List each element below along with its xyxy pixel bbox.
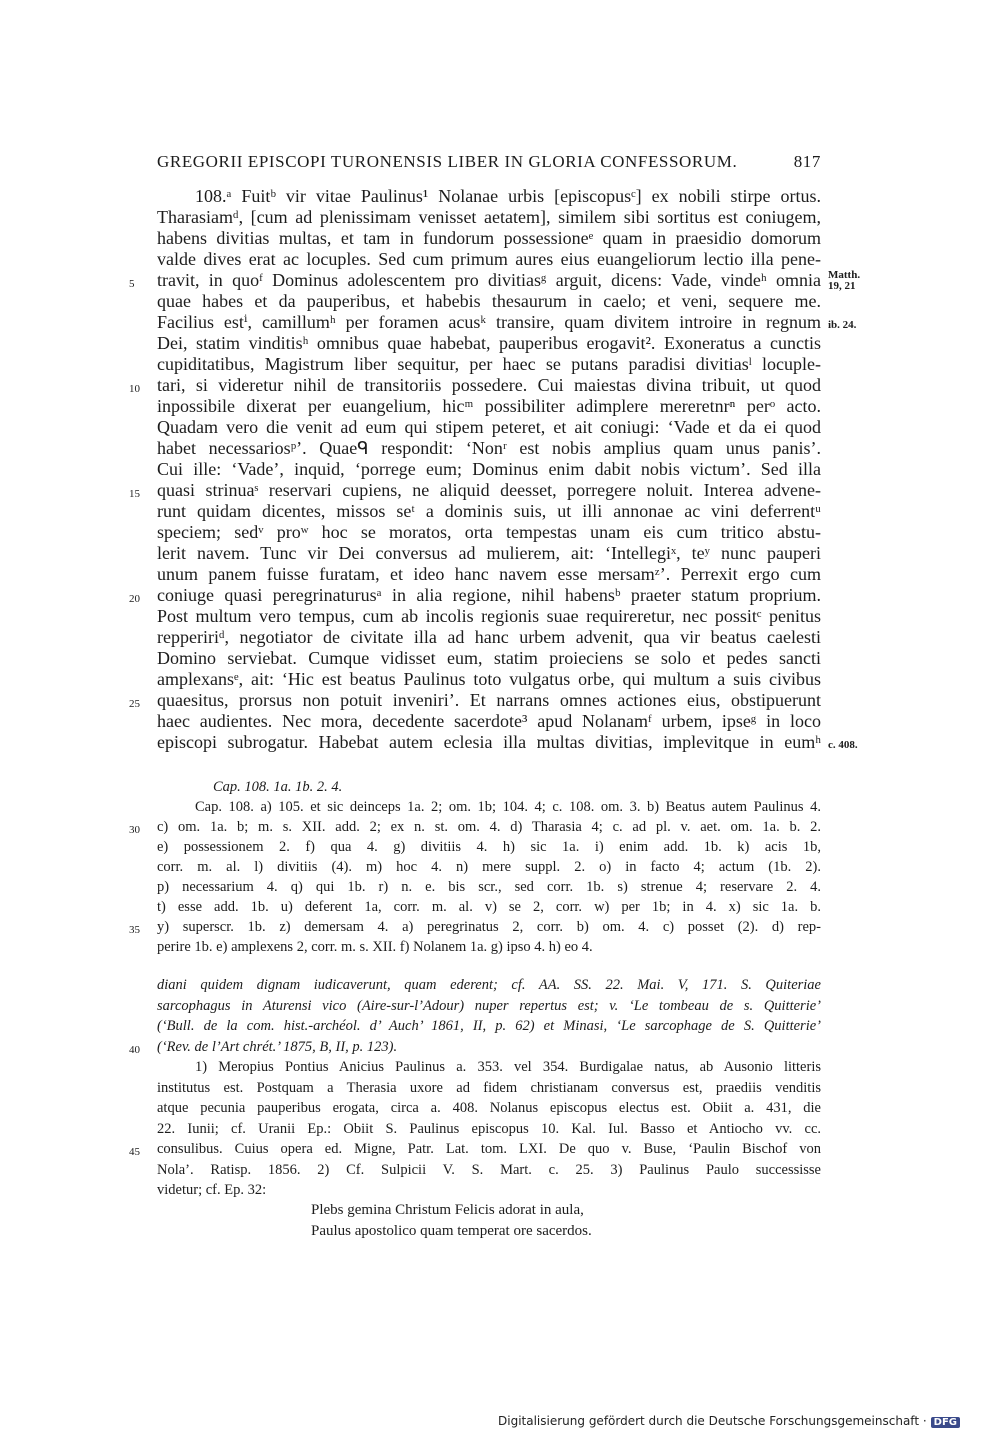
text-line: haec audientes. Nec mora, decedente sacerdote³ apud Nolanamᶠ urbem, ipseᵍ in loco [157, 711, 821, 731]
text-line-content: quaesitus, prorsus non potuit inveniri’. Et narrans omnes actiones eius, obstipuerunt [157, 690, 821, 710]
line-number: 40 [129, 1044, 140, 1056]
text-line: habens divitias multas, et tam in fundorum possessioneᵉ quam in praesidio domorum [157, 228, 821, 248]
line-number: 10 [129, 383, 140, 395]
credit-text: Digitalisierung gefördert durch die Deutsche Forschungsgemeinschaft · [498, 1414, 927, 1428]
text-line: Post multum vero tempus, cum ab incolis regionis suae requireretur, nec possitᶜ penitus [157, 606, 821, 626]
text-line: habet necessariosᵖ’. Quaeᑫ respondit: ‘Nonʳ est nobis amplius quam unus panis’. [157, 438, 821, 458]
text-line: runt quidam dicentes, missos seᵗ a dominis suis, ut illi annonae ac vini deferrentᵘ [157, 501, 821, 521]
apparatus-line: perire 1b. e) amplexens 2, corr. m. s. XII. f) Nolanem 1a. g) ipso 4. h) eo 4. [157, 939, 593, 955]
text-line: Facilius estⁱ, camillumʰ per foramen acusᵏ transire, quam divitem introire in regnum [157, 312, 821, 332]
footnote-line: Nola’. Ratisp. 1856. 2) Cf. Sulpicii V. S. Mart. c. 25. 3) Paulinus Paulo successisse [157, 1162, 821, 1178]
line-number: 35 [129, 924, 140, 936]
line-number: 20 [129, 593, 140, 605]
apparatus-line: Cap. 108. a) 105. et sic deinceps 1a. 2; om. 1b; 104. 4; c. 108. om. 3. b) Beatus autem Paulinus 4. [195, 799, 821, 815]
text-line: Domino serviebat. Cumque vidisset eum, statim proieciens se solo et pedes sancti [157, 648, 821, 668]
text-line-content: coniuge quasi peregrinaturusᵃ in alia regione, nihil habensᵇ praeter statum proprium. [157, 585, 821, 605]
footnote-line-content: consulibus. Cuius opera ed. Migne, Patr. Lat. tom. LXI. De quo v. Buse, ‘Paulin Bischof von [157, 1141, 821, 1157]
text-line [129, 270, 821, 291]
footnote-line: diani quidem dignam iudicaverunt, quam ederent; cf. AA. SS. 22. Mai. V, 171. S. Quiteriae [157, 977, 821, 993]
poem-line: Plebs gemina Christum Felicis adorat in aula, [311, 1202, 584, 1218]
footnote-line: videtur; cf. Ep. 32: [157, 1182, 267, 1198]
line-number: 5 [129, 278, 135, 290]
apparatus-line [129, 918, 821, 938]
apparatus-line-content: y) superscr. 1b. z) demersam 4. a) peregrinatus 2, corr. b) om. 4. c) posset (2). d) rep- [157, 919, 821, 935]
margin-reference-line: Matth. [828, 269, 861, 281]
text-line: unum panem fuisse furatam, et ideo hanc navem esse mersamᶻ’. Perrexit ergo cum [157, 564, 821, 584]
text-line [129, 480, 821, 501]
footnote-line [129, 1139, 821, 1160]
footnote-line: 1) Meropius Pontius Anicius Paulinus a. 353. vel 354. Burdigalae natus, ab Ausonio litteris [195, 1059, 821, 1075]
digitization-credit [498, 1414, 960, 1428]
header-title: GREGORII EPISCOPI TURONENSIS LIBER IN GLORIA CONFESSORUM. [157, 152, 738, 171]
footnote-line: atque pecunia pauperibus erogata, circa a. 408. Nolanus episcopus electus est. Obiit a. 431, die [157, 1100, 821, 1116]
text-line: 108.ᵃ Fuitᵇ vir vitae Paulinus¹ Nolanae urbis [episcopusᶜ] ex nobili stirpe ortus. [195, 186, 821, 206]
text-line: episcopi subrogatur. Habebat autem eclesia illa multas divitias, implevitque in eumʰ [157, 732, 821, 752]
apparatus-line: t) esse add. 1b. u) deferent 1a, corr. m. al. v) se 2, corr. w) per 1b; in 4. x) sic 1a. b. [157, 899, 821, 915]
text-line [129, 690, 821, 711]
apparatus-line [129, 818, 821, 838]
running-header [157, 152, 821, 172]
text-line: Dei, statim vinditisʰ omnibus quae habebat, pauperibus erogavit². Exoneratus a cunctis [157, 333, 821, 353]
text-line: inpossibile dixerat per euangelium, hicᵐ possibiliter adimplere mereretnrⁿ perᵒ acto. [157, 396, 821, 416]
dfg-logo: DFG [931, 1417, 960, 1428]
margin-reference: c. 408. [828, 739, 858, 751]
apparatus-line: e) possessionem 2. f) qua 4. g) divitiis 4. h) sic 1a. i) enim add. 1b. k) acis 1b, [157, 839, 821, 855]
text-line-content: travit, in quoᶠ Dominus adolescentem pro divitiasᵍ arguit, dicens: Vade, vindeʰ omnia [157, 270, 821, 290]
text-line: quae habes et da pauperibus, et habebis thesaurum in caelo; et veni, sequere me. [157, 291, 821, 311]
footnote-line: (‘Bull. de la com. hist.-archéol. d’ Auch’ 1861, II, p. 62) et Minasi, ‘Le sarcophage de S. Quitterie’ [157, 1018, 821, 1034]
margin-reference-line: 19, 21 [828, 280, 856, 292]
footnote-line-content: (‘Rev. de l’Art chrét.’ 1875, B, II, p. 123). [157, 1039, 398, 1055]
line-number: 45 [129, 1146, 140, 1158]
apparatus-line: Cap. 108. 1a. 1b. 2. 4. [213, 779, 343, 795]
text-line [129, 375, 821, 396]
footnote-line: 22. Iunii; cf. Uranii Ep.: Obiit S. Paulinus episcopus 10. Kal. Iul. Basso et Antiocho vv. cc. [157, 1121, 821, 1137]
margin-reference: ib. 24. [828, 319, 857, 331]
poem-line: Paulus apostolico quam temperat ore sacerdos. [311, 1223, 592, 1239]
text-line-content: tari, si videretur nihil de transitoriis possedere. Cui maiestas divina tribuit, ut quod [157, 375, 821, 395]
line-number: 25 [129, 698, 140, 710]
margin-reference [828, 270, 860, 292]
text-line: Tharasiamᵈ, [cum ad plenissimam venisset aetatem], similem sibi sortitus est coniugem, [157, 207, 821, 227]
footnote-line [129, 1037, 821, 1058]
line-number: 15 [129, 488, 140, 500]
text-line-content: quasi strinuaˢ reservari cupiens, ne aliquid deesset, porregere noluit. Interea advene- [157, 480, 821, 500]
footnote-line: institutus est. Postquam a Therasia uxore ad fidem christianam conversus est, praediis venditis [157, 1080, 821, 1096]
text-line: reppeririᵈ, negotiator de civitate illa ad hanc urbem advenit, qua vir beatus caelesti [157, 627, 821, 647]
page-number: 817 [793, 152, 821, 171]
text-line: speciem; sedᵛ proʷ hoc se moratos, orta tempestas unam eis cum tritico abstu- [157, 522, 821, 542]
text-line: amplexansᵉ, ait: ‘Hic est beatus Paulinus toto vulgatus orbe, qui multum a suis civibus [157, 669, 821, 689]
line-number: 30 [129, 824, 140, 836]
text-line: cupiditatibus, Magistrum liber sequitur, per haec se putans paradisi divitiasˡ locuple- [157, 354, 821, 374]
text-line: Cui ille: ‘Vade’, inquid, ‘porrege eum; Dominus enim dabit nobis victum’. Sed illa [157, 459, 821, 479]
text-line [129, 585, 821, 606]
text-line: valde dives erat ac locuples. Sed cum primum aures eius euangeliorum lectio illa pene- [157, 249, 821, 269]
footnote-line: sarcophagus in Aturensi vico (Aire-sur-l’Adour) nuper repertus est; v. ‘Le tombeau de s. Quitterie’ [157, 998, 821, 1014]
text-line: Quadam vero die venit ad eum qui stipem peteret, et ait coniugi: ‘Vade et da ei quod [157, 417, 821, 437]
apparatus-line-content: c) om. 1a. b; m. s. XII. add. 2; ex n. st. om. 4. d) Tharasia 4; c. ad pl. v. aet. om. 1a. b. 2. [157, 819, 821, 835]
apparatus-line: p) necessarium 4. q) qui 1b. r) n. e. bis scr., sed corr. 1b. s) strenue 4; reservare 2. 4. [157, 879, 821, 895]
text-line: lerit navem. Tunc vir Dei conversus ad mulierem, ait: ‘Intellegiˣ, teʸ nunc pauperi [157, 543, 821, 563]
apparatus-line: corr. m. al. l) divitiis (4). m) hoc 4. n) mere suppl. 2. o) in facto 4; actum (1b. 2). [157, 859, 821, 875]
